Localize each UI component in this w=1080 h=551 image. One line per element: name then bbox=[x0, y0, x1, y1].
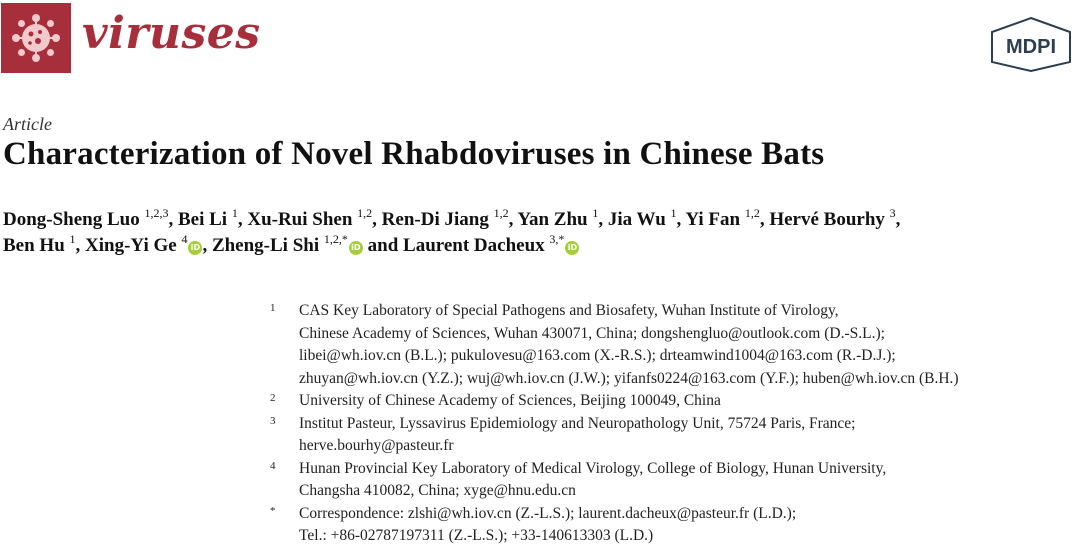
affiliation-text bbox=[299, 413, 1070, 458]
affiliation-line: CAS Key Laboratory of Special Pathogens and Biosafety, Wuhan Institute of Virology, bbox=[299, 302, 839, 319]
author-affiliation-marker: 1 bbox=[69, 232, 76, 246]
affiliation-item bbox=[270, 300, 1070, 390]
affiliation-line: Institut Pasteur, Lyssavirus Epidemiology and Neuropathology Unit, 75724 Paris, France; bbox=[299, 414, 856, 432]
affiliation-line: University of Chinese Academy of Sciences, Beijing 100049, China bbox=[299, 392, 721, 409]
author-name[interactable]: Dong-Sheng Luo bbox=[3, 209, 145, 230]
author-affiliation-marker: 1,2 bbox=[744, 206, 760, 220]
virus-logo-icon bbox=[1, 3, 71, 73]
author-name[interactable]: Zheng-Li Shi bbox=[211, 235, 324, 256]
author-affiliation-marker: 1 bbox=[670, 206, 677, 220]
author-affiliation-marker: 1,2,3 bbox=[144, 206, 169, 220]
affiliation-number: * bbox=[270, 504, 276, 517]
publisher-name: MDPI bbox=[1006, 36, 1056, 58]
affiliation-line: Chinese Academy of Sciences, Wuhan 430071, China; dongshengluo@outlook.com (D.-S.L.); bbox=[299, 324, 885, 342]
affiliation-line: herve.bourhy@pasteur.fr bbox=[299, 437, 454, 454]
author-name[interactable]: Hervé Bourhy bbox=[769, 209, 890, 230]
affiliation-item bbox=[270, 390, 1070, 413]
mdpi-logo bbox=[988, 16, 1074, 72]
affiliation-item bbox=[270, 503, 1070, 548]
article-title: Characterization of Novel Rhabdoviruses in Chinese Bats bbox=[3, 136, 825, 172]
affiliation-line: zhuyan@wh.iov.cn (Y.Z.); wuj@wh.iov.cn (J.W.); yifanfs0224@163.com (Y.F.); huben@wh.iov.cn (B.H.) bbox=[299, 369, 959, 387]
author-name[interactable]: Yi Fan bbox=[685, 209, 745, 230]
affiliation-line: Tel.: +86-02787197311 (Z.-L.S.); +33-140613303 (L.D.) bbox=[299, 527, 654, 544]
orcid-icon[interactable]: iD bbox=[188, 241, 202, 255]
affiliation-number: 1 bbox=[270, 302, 276, 314]
affiliation-line: Hunan Provincial Key Laboratory of Medical Virology, College of Biology, Hunan University, bbox=[299, 459, 887, 477]
author-affiliation-marker: 1 bbox=[592, 206, 599, 220]
article-type: Article bbox=[3, 114, 52, 134]
affiliation-item bbox=[270, 413, 1070, 458]
journal-header bbox=[0, 0, 1080, 80]
author-name[interactable]: Yan Zhu bbox=[517, 209, 593, 230]
author-affiliation-marker: 4 bbox=[181, 232, 188, 246]
author-name[interactable]: Xing-Yi Ge bbox=[85, 235, 182, 256]
affiliation-text bbox=[299, 300, 1070, 390]
affiliation-list bbox=[270, 300, 1070, 548]
affiliation-item bbox=[270, 458, 1070, 503]
affiliation-line: libei@wh.iov.cn (B.L.); pukulovesu@163.com (X.-R.S.); drteamwind1004@163.com (R.-D.J.); bbox=[299, 347, 896, 364]
author-affiliation-marker: 1,2,* bbox=[323, 232, 348, 246]
author-name[interactable]: Ben Hu bbox=[3, 235, 70, 256]
author-name[interactable]: Bei Li bbox=[178, 209, 232, 230]
affiliation-text bbox=[299, 458, 1070, 503]
author-name[interactable]: Ren-Di Jiang bbox=[381, 209, 494, 230]
affiliation-text bbox=[299, 390, 1070, 413]
affiliation-text bbox=[299, 503, 1070, 548]
author-affiliation-marker: 1,2 bbox=[493, 206, 509, 220]
author-name[interactable]: Jia Wu bbox=[607, 209, 671, 230]
journal-name: viruses bbox=[82, 8, 261, 59]
orcid-icon[interactable]: iD bbox=[349, 241, 363, 255]
affiliation-line: Changsha 410082, China; xyge@hnu.edu.cn bbox=[299, 482, 576, 499]
author-affiliation-marker: 3 bbox=[889, 206, 896, 220]
orcid-icon[interactable]: iD bbox=[565, 241, 579, 255]
affiliation-line: Correspondence: zlshi@wh.iov.cn (Z.-L.S.); laurent.dacheux@pasteur.fr (L.D.); bbox=[299, 504, 797, 522]
affiliation-number: 4 bbox=[270, 459, 276, 472]
affiliation-number: 2 bbox=[270, 392, 276, 404]
affiliation-number: 3 bbox=[270, 414, 276, 427]
author-affiliation-marker: 3,* bbox=[549, 232, 565, 246]
author-affiliation-marker: 1,2 bbox=[357, 206, 373, 220]
author-name[interactable]: Xu-Rui Shen bbox=[247, 209, 358, 230]
author-name[interactable]: Laurent Dacheux bbox=[403, 235, 550, 256]
author-affiliation-marker: 1 bbox=[231, 206, 238, 220]
author-list: Dong-Sheng Luo $^{1,2,3}$, Bei Li $^1$, Xu-Rui Shen $^{1,2}$, Ren-Di Jiang $^{1,2}$, Yan Zhu $^1$, Jia Wu $^1$, Yi Fan $^{1,2}$, Hervé Bourhy $^3$, Ben Hu $^1$, Xing-Yi Ge $^4$iD , Zheng-Li Shi $^{1,2,*}$iD and Laurent Dacheux $^{3,*}$iD bbox=[3, 206, 901, 256]
